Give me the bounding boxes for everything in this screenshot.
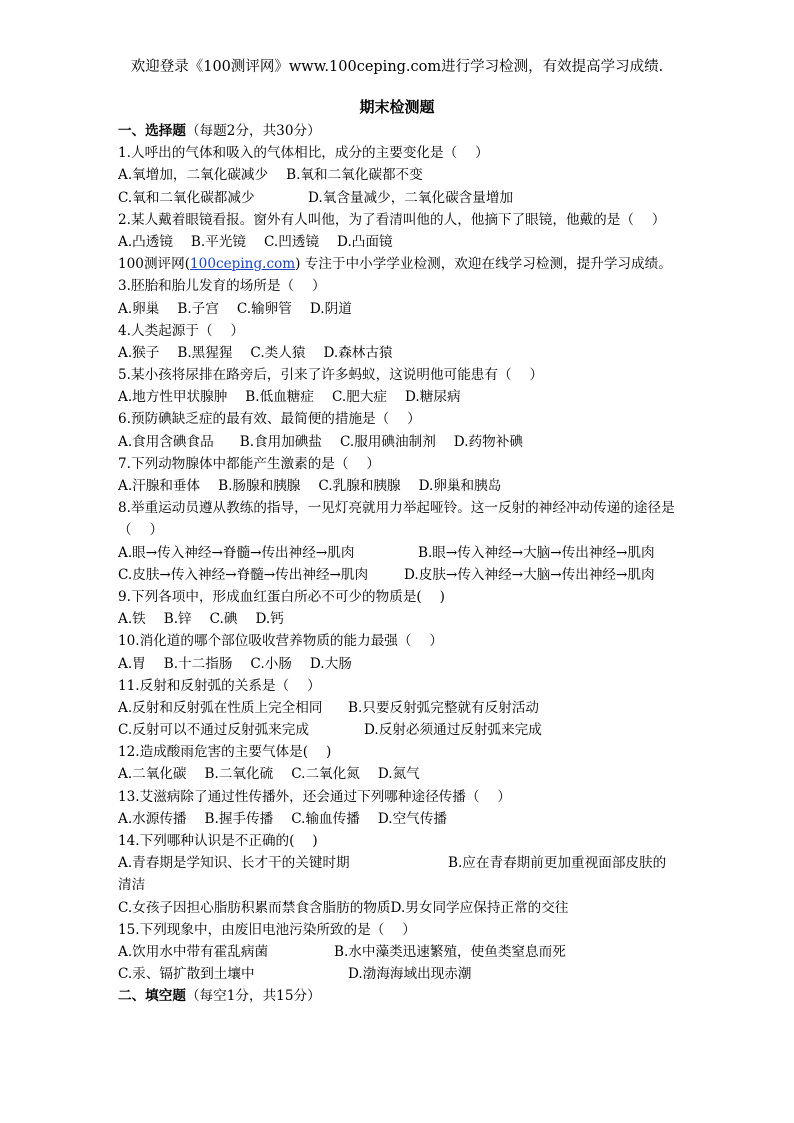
option-a: A.地方性甲状腺肿 [118, 389, 228, 406]
option-row [118, 697, 678, 719]
option-c: C.小肠 [250, 655, 292, 672]
option-b: B.只要反射弧完整就有反射活动 [348, 699, 540, 716]
option-a: A.卵巢 [118, 300, 160, 317]
option-d: D.渤海海域出现赤潮 [348, 966, 472, 983]
option-b: B.食用加碘盐 [239, 433, 322, 450]
promo-prefix: 100测评网( [118, 256, 191, 273]
option-b: B.子宫 [177, 300, 219, 317]
question-stem: 3.胚胎和胎儿发育的场所是（ ） [118, 278, 326, 295]
option-d: D.氮气 [377, 766, 420, 783]
question-stem: 12.造成酸雨危害的主要气体是( ) [118, 744, 332, 761]
question-stem: 7.下列动物腺体中都能产生激素的是（ ） [118, 455, 380, 472]
option-row [118, 231, 678, 253]
question-stem: 1.人呼出的气体和吸入的气体相比，成分的主要变化是（ ） [118, 145, 489, 162]
option-b: B.眼→传入神经→大脑→传出神经→肌肉 [418, 544, 655, 561]
option-row [118, 386, 678, 408]
option-a: A.饮用水中带有霍乱病菌 [118, 944, 269, 960]
section-scoring: （每题2分，共30分） [185, 123, 321, 139]
question-stem: 15.下列现象中，由废旧电池污染所致的是（ ） [118, 921, 416, 938]
option-d: D.阴道 [309, 300, 352, 317]
option-b: B.锌 [163, 611, 192, 628]
option-c: C.肥大症 [331, 389, 388, 406]
option-c: C.凹透镜 [264, 233, 320, 250]
option-row [118, 564, 678, 586]
option-c: C.乳腺和胰腺 [318, 478, 401, 494]
site-promo [118, 253, 678, 275]
option-d: D.糖尿病 [405, 389, 461, 406]
option-row [118, 475, 678, 497]
section-heading-fill [118, 985, 678, 1007]
option-a: A.猴子 [118, 344, 160, 361]
option-c: C.输血传播 [291, 810, 360, 827]
option-c: C.反射可以不通过反射弧来完成 [118, 722, 309, 739]
option-row [118, 719, 678, 741]
question-stem: 6.预防碘缺乏症的最有效、最简便的措施是（ ） [118, 411, 421, 428]
question-stem: 10.消化道的哪个部位吸收营养物质的能力最强（ ） [118, 633, 444, 650]
question-stem: 4.人类起源于（ ） [118, 322, 245, 339]
option-b: B.肠腺和胰腺 [218, 478, 301, 494]
site-link[interactable]: 100ceping.com [190, 256, 296, 273]
option-d: D.空气传播 [377, 810, 447, 827]
page-header: 欢迎登录《100测评网》www.100ceping.com进行学习检测，有效提高学习成绩. [130, 59, 664, 75]
option-d: D.反射必须通过反射弧来完成 [364, 722, 542, 739]
option-row [118, 653, 678, 675]
option-b: B.握手传播 [204, 810, 274, 827]
option-c: C.输卵管 [236, 300, 292, 317]
option-row [118, 431, 678, 453]
option-row [118, 941, 678, 963]
option-row [118, 852, 678, 896]
option-c: C.汞、镉扩散到土壤中 [118, 966, 255, 983]
option-row [118, 608, 678, 630]
promo-suffix: ) 专注于中小学学业检测，欢迎在线学习检测，提升学习成绩。 [295, 256, 672, 273]
option-a: A.氧增加，二氧化碳减少 [118, 167, 269, 184]
question-stem: 14.下列哪种认识是不正确的( ) [118, 833, 318, 850]
option-b: B.低血糖症 [245, 389, 314, 406]
option-row [118, 342, 678, 364]
question-stem: 9.下列各项中，形成血红蛋白所必不可少的物质是( ) [118, 588, 445, 605]
section-title: 一、选择题 [118, 123, 186, 139]
option-d: D.氧含量减少，二氧化碳含量增加 [308, 189, 514, 206]
option-row [118, 164, 678, 186]
option-b: B.水中藻类迅速繁殖，使鱼类窒息而死 [334, 944, 566, 960]
section-scoring: （每空1分，共15分） [185, 988, 321, 1005]
option-row [118, 298, 678, 320]
option-d: D.凸面镜 [337, 233, 393, 250]
option-a: A.胃 [118, 655, 146, 672]
option-c: C.二氧化氮 [291, 766, 360, 783]
section-title: 二、填空题 [118, 988, 186, 1005]
option-b: B.氧和二氧化碳都不变 [286, 167, 423, 184]
question-stem: 11.反射和反射弧的关系是（ ） [118, 677, 321, 694]
option-row [118, 808, 678, 830]
question-stem: 13.艾滋病除了通过性传播外，还会通过下列哪种途径传播（ ） [118, 788, 511, 805]
option-d: D.卵巢和胰岛 [418, 478, 502, 494]
option-a: A.青春期是学知识、长才干的关键时期 [118, 855, 350, 872]
option-row [118, 187, 678, 209]
question-stem: 5.某小孩将尿排在路旁后，引来了许多蚂蚁，这说明他可能患有（ ） [118, 367, 544, 384]
option-b: B.二氧化硫 [204, 766, 274, 783]
option-d: D.男女同学应保持正常的交往 [390, 899, 569, 916]
option-b: B.黑猩猩 [177, 344, 233, 361]
question-stem: 8.举重运动员遵从教练的指导，一见灯亮就用力举起哑铃。这一反射的神经冲动传递的途径是（ ） [118, 500, 675, 539]
option-a: A.二氧化碳 [118, 766, 187, 783]
option-c: C.服用碘油制剂 [339, 433, 436, 450]
option-a: A.食用含碘食品 [118, 433, 214, 450]
option-b: B.平光镜 [190, 233, 247, 250]
option-a: A.汗腺和垂体 [118, 478, 201, 494]
option-a: A.水源传播 [118, 810, 187, 827]
option-row [118, 963, 678, 985]
option-d: D.药物补碘 [453, 433, 523, 450]
option-c: C.类人猿 [250, 344, 306, 361]
option-row [118, 542, 678, 564]
option-a: A.凸透镜 [118, 233, 173, 250]
option-a: A.眼→传入神经→脊髓→传出神经→肌肉 [118, 544, 355, 561]
option-d: D.森林古猿 [323, 344, 393, 361]
option-c: C.氧和二氧化碳都减少 [118, 189, 255, 206]
option-a: A.铁 [118, 611, 146, 628]
option-c: C.皮肤→传入神经→脊髓→传出神经→肌肉 [118, 566, 369, 583]
section-heading-choice [118, 120, 678, 142]
option-d: D.皮肤→传入神经→大脑→传出神经→肌肉 [404, 566, 655, 583]
option-c: C.女孩子因担心脂肪积累而禁食含脂肪的物质 [118, 899, 391, 916]
option-row [118, 763, 678, 785]
option-b: B.十二指肠 [163, 655, 233, 672]
option-d: D.大肠 [309, 655, 352, 672]
option-d: D.钙 [255, 611, 284, 628]
option-row [118, 897, 678, 919]
option-c: C.碘 [209, 611, 238, 628]
question-stem: 2.某人戴着眼镜看报。窗外有人叫他，为了看清叫他的人，他摘下了眼镜，他戴的是（ ） [118, 211, 666, 228]
option-b: B.应在青春期前更加重视面部皮肤的清洁 [118, 855, 667, 894]
question-content [118, 120, 678, 1008]
page-title: 期末检测题 [359, 98, 435, 116]
option-a: A.反射和反射弧在性质上完全相同 [118, 699, 323, 716]
